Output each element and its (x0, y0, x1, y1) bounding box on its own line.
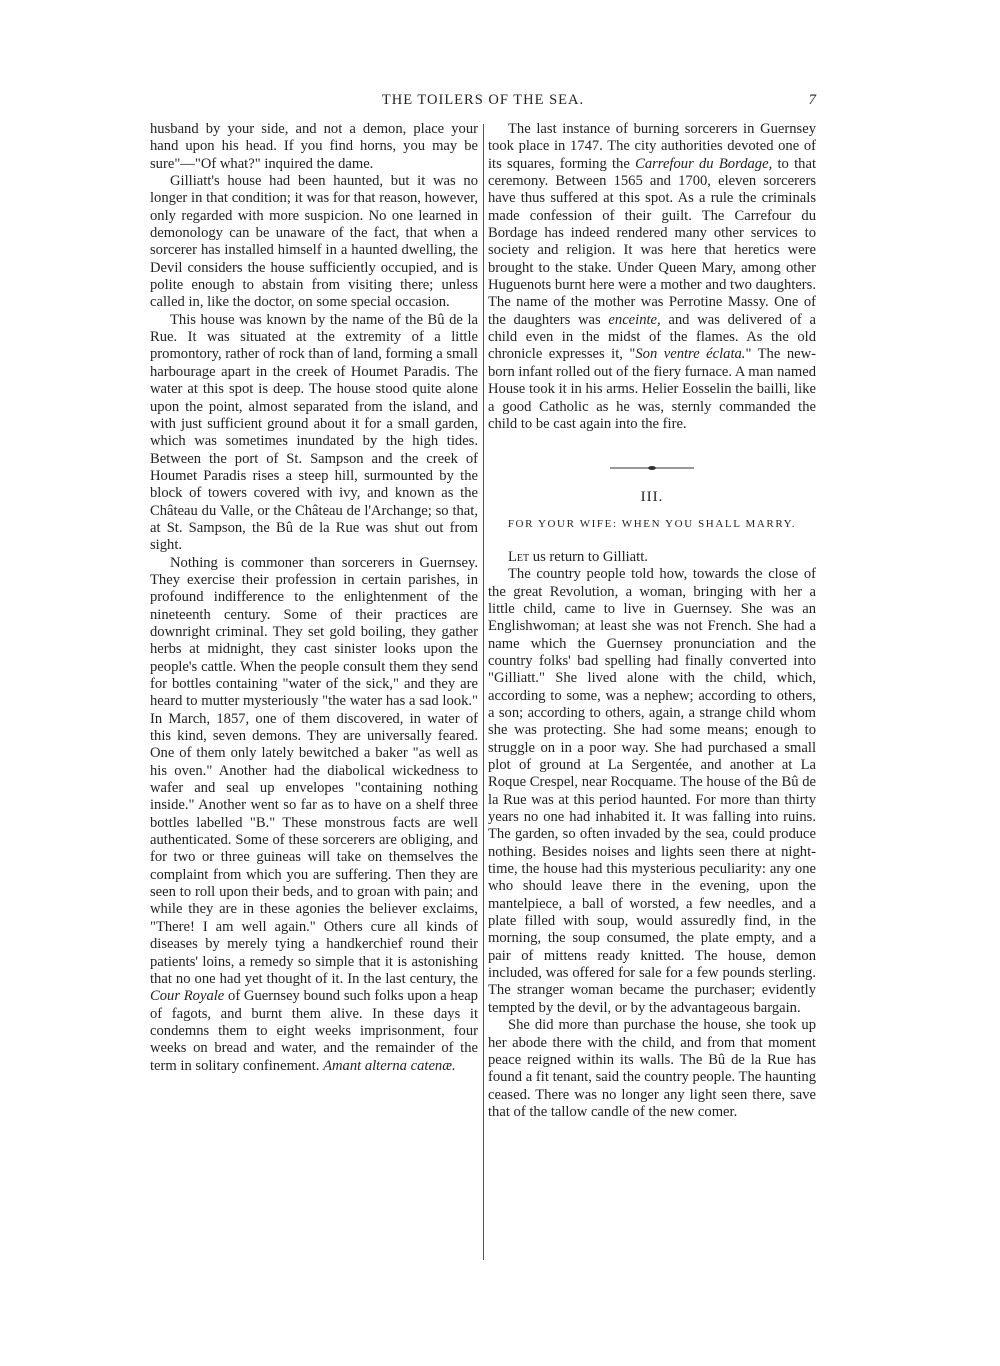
burning-text-b: to that ceremony. Between 1565 and 1700, eleven sorcerers have thus suffered at this spot. As a rule the criminals made confession of their guilt. The Carrefour du Bordage has indeed rendered many other services to society and religion. It was here that heretics were brought to the stake. Under Queen Mary, among other Huguenots burnt here were a mother and two daughters. The name of the mother was Perrotine Massy. One of the daughters was (488, 155, 816, 328)
left-column (150, 121, 478, 1075)
sorcerers-text-a: Nothing is commoner than sorcerers in Guernsey. They exercise their profession in certain parishes, in profound indifference to the enlightenment of the nineteenth century. Some of their practices are downright criminal. They set gold boiling, they gather herbs at midnight, they cast sinister looks upon the people's cattle. When the people consult them they send for bottles containing "water of the sick," and they are heard to mutter mysteriously "the water has a sad look." In March, 1857, one of them discovered, in water of this kind, seven demons. They are universally feared. One of them only lately bewitched a baker "as well as his oven." Another had the diabolical wickedness to wafer and seal up envelopes "containing nothing inside." Another went so far as to have on a shelf three bottles labelled "B." These monstrous facts are well authenticated. Some of these sorcerers are obliging, and for two or three guineas will take on themselves the complaint from which you are suffering. Then they are seen to roll upon their beds, and to groan with pain; and while they are in these agonies the believer exclaims, "There! I am well again." Others cure all kinds of diseases by merely tying a handkerchief round their patients' loins, a remedy so simple that it is astonishing that no one had yet thought of it. In the last century, the (150, 554, 478, 987)
paragraph-burning (488, 121, 816, 433)
section-title: FOR YOUR WIFE: WHEN YOU SHALL MARRY. (507, 517, 797, 530)
return-text: us return to Gilliatt. (532, 548, 648, 565)
latin-phrase: Amant alterna catenæ. (323, 1057, 456, 1074)
ornament-rule-icon (610, 463, 694, 473)
carrefour-name: Carrefour du Bordage, (635, 155, 773, 172)
enceinte-word: enceinte, (608, 311, 661, 328)
running-head (150, 92, 816, 112)
paragraph-return (488, 549, 816, 566)
paragraph-sorcerers (150, 555, 478, 1075)
section-ornament (488, 463, 816, 475)
page-number: 7 (808, 92, 816, 108)
paragraph-purchase: She did more than purchase the house, she took up her abode there with the child, and from that moment peace reigned within its walls. The Bû de la Rue has found a fit tenant, said the country people. The haunting ceased. There was no longer any light seen there, save that of the tallow candle of the new comer. (488, 1017, 816, 1120)
burning-text-a: The last instance of burning sorcerers in Guernsey took place in 1747. The city authorities devoted one of its squares, forming the (488, 121, 816, 172)
right-column (488, 121, 816, 1121)
paragraph-bu-de-la-rue: This house was known by the name of the Bû de la Rue. It was situated at the extremity of a little promontory, rather of rock than of land, forming a small harbourage apart in the creek of Houmet Paradis. The water at this spot is deep. The house stood quite alone upon the point, almost separated from the island, and with just sufficient ground about it for a small garden, which was sometimes inundated by the high tides. Between the port of St. Sampson and the creek of Houmet Paradis rises a steep hill, surmounted by the block of towers covered with ivy, and known as the Château du Valle, or the Château de l'Archange; so that, at St. Sampson, the Bû de la Rue was shut out from sight. (150, 311, 478, 554)
burning-text-d: " The new-born infant rolled out of the fiery furnace. A man named House took it in his arms. Helier Eosselin the bailli, like a good Catholic as he was, sternly commanded the child to be cast again into the fire. (488, 346, 816, 432)
sorcerers-text-b: of Guernsey bound such folks upon a heap of fagots, and burnt them alive. In these days it condemns them to eight weeks imprisonment, four weeks on bread and water, and the remainder of the term in solitary confinement. (150, 988, 478, 1074)
burning-text-c: and was delivered of a child even in the midst of the flames. As the old chronicle expresses it, " (488, 311, 816, 363)
paragraph-haunted-house: Gilliatt's house had been haunted, but it was no longer in that condition; it was for that reason, however, only regarded with more suspicion. No one learned in demonology can be unaware of the fact, that when a sorcerer has installed himself in a haunted dwelling, the Devil considers the house sufficiently occupied, and is polite enough to abstain from visiting there; unless called in, like the doctor, on some special occasion. (150, 173, 478, 311)
running-title: THE TOILERS OF THE SEA. (381, 92, 585, 108)
column-rule (483, 124, 484, 1260)
cour-royale: Cour Royale (150, 988, 225, 1005)
french-quote: Son ventre éclata. (635, 346, 746, 363)
section-number: III. (640, 489, 664, 506)
paragraph-englishwoman: The country people told how, towards the close of the great Revolution, a woman, bringing with her a little child, came to live in Guernsey. She was an Englishwoman; at least she was not French. She had a name which the Guernsey pronunciation and the country folks' bad spelling had finally converted into "Gilliatt." She lived alone with the child, which, according to some, was a nephew; according to others, a son; according to others, again, a strange child whom she was protecting. She had some means; enough to struggle on in a poor way. She had purchased a small plot of ground at La Sergentée, and another at La Roque Crespel, near Rocquame. The house of the Bû de la Rue was at this period haunted. For more than thirty years no one had inhabited it. It was falling into ruins. The garden, so often invaded by the sea, could produce nothing. Besides noises and lights seen there at night-time, the house had this mysterious peculiarity: any one who should leave there in the evening, upon the mantelpiece, a ball of worsted, a few needles, and a plate filled with soup, would assuredly find, in the morning, the soup consumed, the plate empty, and a pair of mittens ready knitted. The house, demon included, was offered for sale for a few pounds sterling. The stranger woman became the purchaser; evidently tempted by the devil, or by the advantageous bargain. (488, 566, 816, 1016)
lead-word: Let (508, 548, 530, 565)
paragraph-continued: husband by your side, and not a demon, place your hand upon his head. If you find horns, you may be sure"—"Of what?" inquired the dame. (150, 121, 478, 172)
